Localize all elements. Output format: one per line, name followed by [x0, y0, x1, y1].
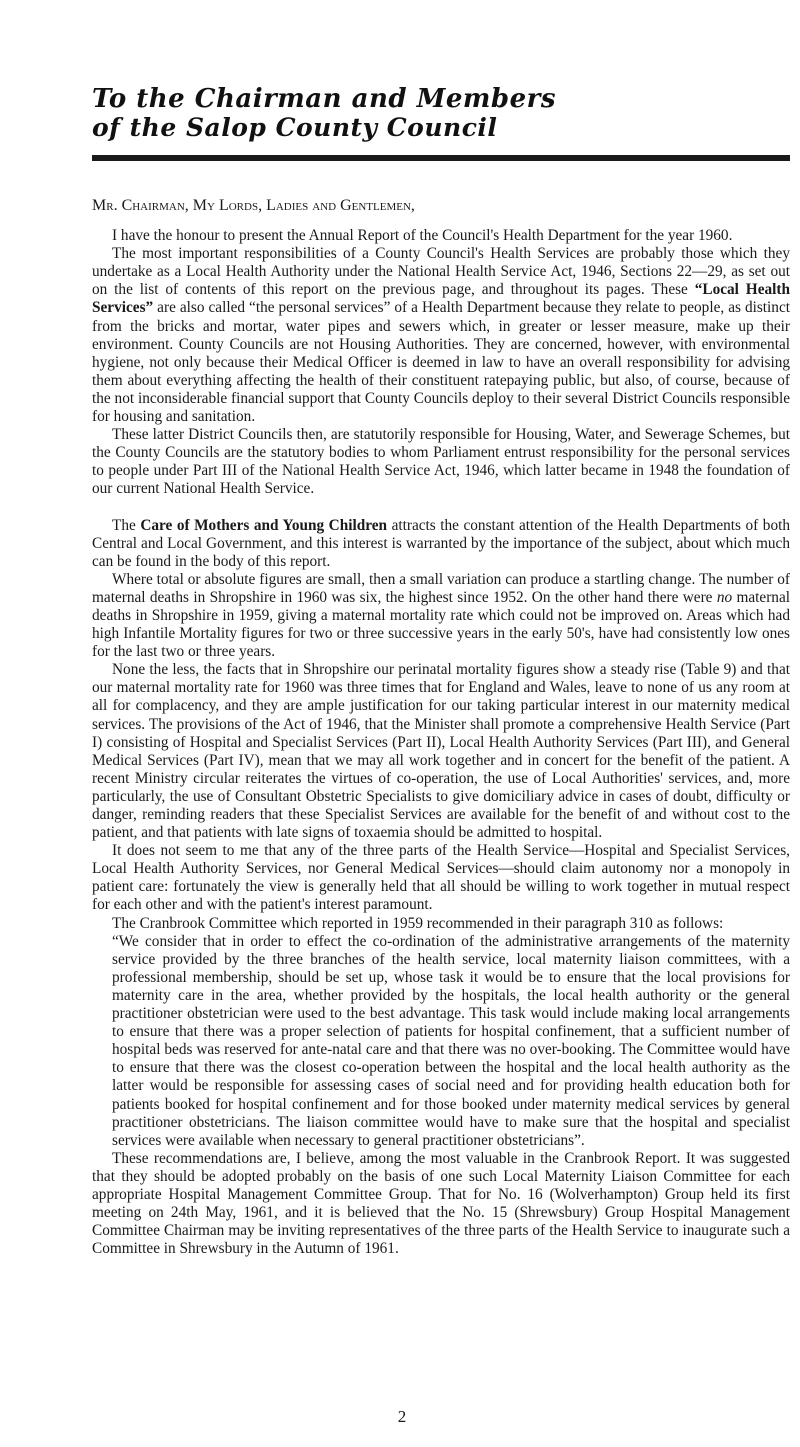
paragraph-text: maternal deaths in Shropshire in 1959, giving a maternal mortality rate which could not be improved on. Areas which had high Infantile Mortality figures for two or three successive years in the early 50's, have had consistently low ones for the last two or three years. [92, 588, 790, 661]
paragraph-text: Where total or absolute figures are small, then a small variation can produce a startling change. The number of maternal deaths in Shropshire in 1960 was six, the highest since 1952. On the other hand there were [92, 570, 790, 606]
page-number: 2 [397, 1407, 407, 1426]
document-title-line-1: To the Chairman and Members [92, 84, 556, 114]
paragraph-text: The most important responsibilities of a County Council's Health Services are probably those which they undertake as a Local Health Authority under the National Health Service Act, 1946, Sections 22—29, as set out on the list of contents of this report on the previous page, and throughout its pages. These [92, 245, 790, 299]
paragraph-text: The [112, 516, 141, 534]
bold-phrase: “Local Health Services” [92, 281, 790, 317]
bold-phrase: Care of Mothers and Young Children [140, 516, 388, 534]
paragraph-perinatal-mortality: None the less, the facts that in Shropshire our perinatal mortality figures show a steady rise (Table 9) and that our maternal mortality rate for 1960 was three times that for England and Wales, leave to none of us any room at all for complacency, and they are ample justification for our taking particular interest in our maternity medical services. The provisions of the Act of 1946, that the Minister shall promote a comprehensive Health Service (Part I) consisting of Hospital and Specialist Services (Part II), Local Health Authority Services (Part III), and General Medical Services (Part IV), mean that we may all work together and in concert for the benefit of the patient. A recent Ministry circular reiterates the virtues of co-operation, the use of Local Authorities' services, and, more particularly, the use of Consultant Obstetric Specialists to give domiciliary advice in cases of doubt, difficulty or danger, reminding readers that these Specialist Services are available for the benefit of and without cost to the patient, and that patients with late signs of toxaemia should be admitted to hospital. [92, 661, 790, 842]
salutation: Mr. Chairman, My Lords, Ladies and Gentlemen, [92, 197, 415, 214]
paragraph-maternal-deaths [92, 571, 790, 661]
italic-word: no [716, 588, 733, 606]
paragraph-recommendations: These recommendations are, I believe, among the most valuable in the Cranbrook Report. It was suggested that they should be adopted probably on the basis of one such Local Maternity Liaison Committee for each appropriate Hospital Management Committee Group. That for No. 16 (Wolverhampton) Group held its first meeting on 24th May, 1961, and it is believed that the No. 15 (Shrewsbury) Group Hospital Management Committee Chairman may be inviting representatives of the three parts of the Health Service to inaugurate such a Committee in Shrewsbury in the Autumn of 1961. [92, 1149, 790, 1258]
paragraph-health-service-parts: It does not seem to me that any of the three parts of the Health Service—Hospital and Specialist Services, Local Health Authority Services, nor General Medical Services—should claim autonomy nor a monopoly in patient care: fortunately the view is generally held that all should be willing to work together in mutual respect for each other and with the patient's interest paramount. [92, 842, 790, 914]
paragraph-text: attracts the constant attention of the Health Departments of both Central and Local Government, and this interest is warranted by the importance of the subject, about which much can be found in the body of this report. [92, 516, 790, 570]
paragraph-intro: I have the honour to present the Annual Report of the Council's Health Department for the year 1960. [112, 227, 733, 245]
cranbrook-quote: “We consider that in order to effect the co-ordination of the administrative arrangements of the maternity service provided by the three branches of the health service, local maternity liaison committees, with a professional membership, should be set up, whose task it would be to ensure that the local provisions for maternity care in the area, whether provided by the hospitals, the local health authority or the general practitioner obstetrician were used to the best advantage. This task would include making local arrangements to ensure that there was a proper selection of patients for hospital confinement, that a sufficient number of hospital beds was reserved for ante-natal care and that there was no over-booking. The Committee would have to ensure that there was the closest co-operation between the hospital and the local health authority as the latter would be responsible for assessing cases of social need and for providing health education both for patients booked for hospital confinement and for those booked under maternity medical services by general practitioner obstetricians. The liaison committee would have to make sure that the hospital and specialist services were available when necessary to general practitioner obstetricians”. [112, 932, 790, 1149]
paragraph-district-councils: These latter District Councils then, are statutorily responsible for Housing, Water, and Sewerage Schemes, but the County Councils are the statutory bodies to whom Parliament entrust responsibility for the personal services to people under Part III of the National Health Service Act, 1946, which latter became in 1948 the foundation of our current National Health Service. [92, 426, 790, 498]
body-text [92, 197, 790, 1258]
paragraph-cranbrook: The Cranbrook Committee which reported in 1959 recommended in their paragraph 310 as follows: [112, 914, 724, 932]
paragraph-care-of-mothers [92, 517, 790, 571]
header-rule [92, 155, 790, 161]
paragraph-text: are also called “the personal services” of a Health Department because they relate to people, as distinct from the bricks and mortar, water pipes and sewers which, in greater or lesser measure, make up their environment. County Councils are not Housing Authorities. They are concerned, however, with environmental hygiene, not only because their Medical Officer is deemed in law to have an overall responsibility for advising them about everything affecting the health of their constituent ratepaying public, but also, of course, because of the not inconsiderable financial support that County Councils deploy to their several District Councils responsible for housing and sanitation. [92, 299, 790, 426]
paragraph-responsibilities [92, 245, 790, 426]
document-title-line-2: of the Salop County Council [92, 113, 498, 142]
